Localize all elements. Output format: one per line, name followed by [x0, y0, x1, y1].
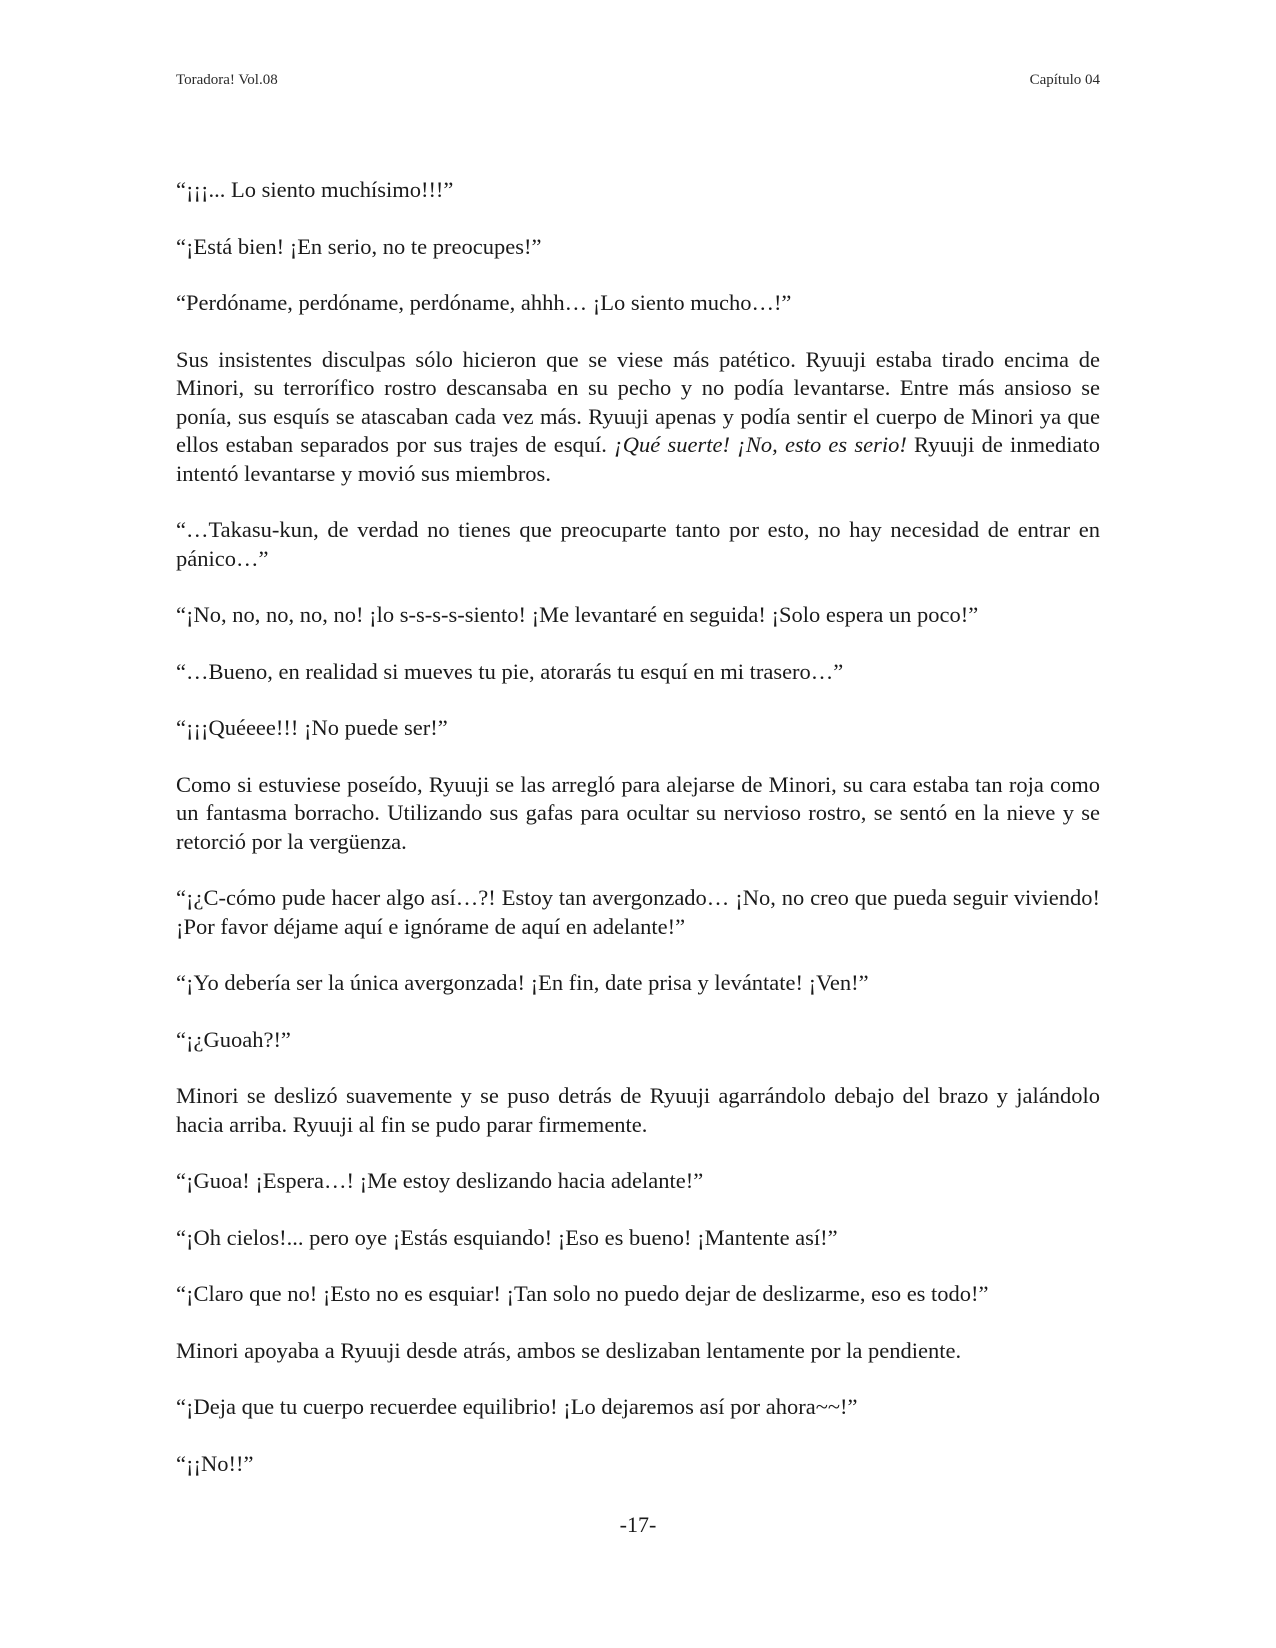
body-text — [176, 176, 1100, 1506]
paragraph: Como si estuviese poseído, Ryuuji se las arregló para alejarse de Minori, su cara estaba tan roja como un fantasma borracho. Utilizando sus gafas para ocultar su nervioso rostro, se sentó en la nieve y se retorció por la vergüenza. — [176, 771, 1100, 854]
paragraph: “¡Guoa! ¡Espera…! ¡Me estoy deslizando hacia adelante!” — [176, 1168, 704, 1193]
paragraph-text: Sus insistentes disculpas sólo hicieron que se viese más patético. Ryuuji estaba tirado encima de Minori, su terrorífico rostro descansaba en su pecho y no podía levantarse. Entre más ansioso se ponía, sus esquís se atascaban cada vez más. Ryuuji apenas y podía sentir el cuerpo de Minori ya que ellos estaban separados por sus trajes de esquí. — [176, 346, 1100, 457]
paragraph: “…Bueno, en realidad si mueves tu pie, atorarás tu esquí en mi trasero…” — [176, 658, 844, 684]
paragraph: “¡Está bien! ¡En serio, no te preocupes!” — [176, 233, 542, 259]
header-chapter: Capítulo 04 — [1029, 72, 1100, 88]
paragraph: “¡¡¡Quéeee!!! ¡No puede ser!” — [176, 715, 448, 740]
paragraph: “¡Yo debería ser la única avergonzada! ¡En fin, date prisa y levántate! ¡Ven!” — [176, 970, 869, 995]
paragraph: “¡No, no, no, no, no! ¡lo s-s-s-s-siento! ¡Me levantaré en seguida! ¡Solo espera un poco!” — [176, 602, 979, 627]
paragraph: “¡¡¡... Lo siento muchísimo!!!” — [176, 177, 454, 202]
paragraph: “¡Claro que no! ¡Esto no es esquiar! ¡Tan solo no puedo dejar de deslizarme, eso es todo!” — [176, 1281, 989, 1306]
paragraph: Minori apoyaba a Ryuuji desde atrás, ambos se deslizaban lentamente por la pendiente. — [176, 1337, 962, 1363]
paragraph: “¡¿C-cómo pude hacer algo así…?! Estoy tan avergonzado… ¡No, no creo que pueda seguir viviendo! ¡Por favor déjame aquí e ignórame de aquí en adelante!” — [176, 885, 1100, 939]
paragraph: “¡¿Guoah?!” — [176, 1026, 291, 1052]
running-header — [176, 72, 1100, 89]
paragraph: “…Takasu-kun, de verdad no tienes que preocuparte tanto por esto, no hay necesidad de entrar en pánico…” — [176, 517, 1100, 571]
header-book-title: Toradora! Vol.08 — [176, 72, 278, 88]
paragraph-text: Ryuuji de inmediato intentó levantarse y movió sus miembros. — [176, 432, 1100, 486]
paragraph — [176, 346, 1100, 489]
page-number: -17- — [619, 1512, 657, 1537]
paragraph: “Perdóname, perdóname, perdóname, ahhh… ¡Lo siento mucho…!” — [176, 290, 792, 315]
paragraph: “¡¡No!!” — [176, 1450, 254, 1476]
paragraph: Minori se deslizó suavemente y se puso detrás de Ryuuji agarrándolo debajo del brazo y jalándolo hacia arriba. Ryuuji al fin se pudo parar firmemente. — [176, 1083, 1100, 1137]
paragraph: “¡Deja que tu cuerpo recuerdee equilibrio! ¡Lo dejaremos así por ahora~~!” — [176, 1394, 858, 1419]
paragraph-italic-thought: ¡Qué suerte! ¡No, esto es serio! — [614, 432, 907, 457]
paragraph: “¡Oh cielos!... pero oye ¡Estás esquiando! ¡Eso es bueno! ¡Mantente así!” — [176, 1224, 838, 1250]
